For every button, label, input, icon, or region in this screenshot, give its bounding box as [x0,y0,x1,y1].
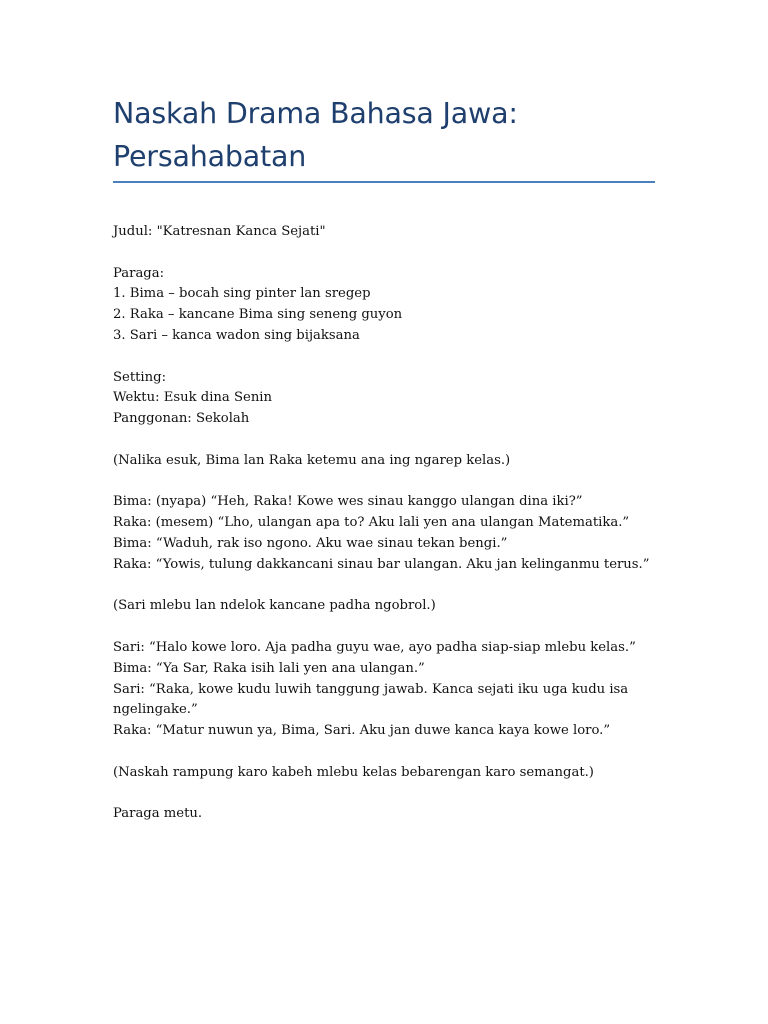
dialog-line: Sari: “Raka, kowe kudu luwih tanggung jawab. Kanca sejati iku uga kudu isa [113,681,629,697]
closing-line: Paraga metu. [113,806,203,822]
title-underline [113,181,655,183]
blank-line [113,576,655,597]
stage-direction: (Nalika esuk, Bima lan Raka ketemu ana ing ngarep kelas.) [113,452,511,468]
blank-line [113,347,655,368]
setting-item: Panggonan: Sekolah [113,411,250,427]
judul-line: Judul: "Katresnan Kanca Sejati" [113,224,326,239]
paraga-item: 1. Bima – bocah sing pinter lan sregep [113,286,371,302]
blank-line [113,742,655,763]
dialog-line: Bima: (nyapa) “Heh, Raka! Kowe wes sinau kanggo ulangan dina iki?” [113,494,583,510]
dialog-line: Sari: “Halo kowe loro. Aja padha guyu wae, ayo padha siap-siap mlebu kelas.” [113,639,636,655]
document-title [113,92,655,178]
document-page [113,92,655,825]
setting-heading: Setting: [113,369,167,385]
blank-line [113,472,655,493]
dialog-line: Raka: “Yowis, tulung dakkancani sinau bar ulangan. Aku jan kelinganmu terus.” [113,556,650,572]
paraga-heading: Paraga: [113,265,165,281]
paraga-item: 2. Raka – kancane Bima sing seneng guyon [113,307,403,323]
blank-line [113,784,655,805]
stage-direction: (Naskah rampung karo kabeh mlebu kelas bebarengan karo semangat.) [113,764,594,780]
dialog-line: Raka: “Matur nuwun ya, Bima, Sari. Aku jan duwe kanca kaya kowe loro.” [113,723,611,739]
dialog-line: Raka: (mesem) “Lho, ulangan apa to? Aku lali yen ana ulangan Matematika.” [113,515,630,531]
paraga-item: 3. Sari – kanca wadon sing bijaksana [113,327,360,343]
document-body [113,222,655,825]
blank-line [113,243,655,264]
dialog-line: Bima: “Waduh, rak iso ngono. Aku wae sinau tekan bengi.” [113,535,508,551]
dialog-line: Bima: “Ya Sar, Raka isih lali yen ana ulangan.” [113,660,425,676]
title-line-2: Persahabatan [113,140,307,173]
stage-direction: (Sari mlebu lan ndelok kancane padha ngobrol.) [113,598,436,614]
blank-line [113,430,655,451]
dialog-line: ngelingake.” [113,702,198,718]
setting-item: Wektu: Esuk dina Senin [113,390,273,406]
blank-line [113,617,655,638]
title-line-1: Naskah Drama Bahasa Jawa: [113,97,518,130]
